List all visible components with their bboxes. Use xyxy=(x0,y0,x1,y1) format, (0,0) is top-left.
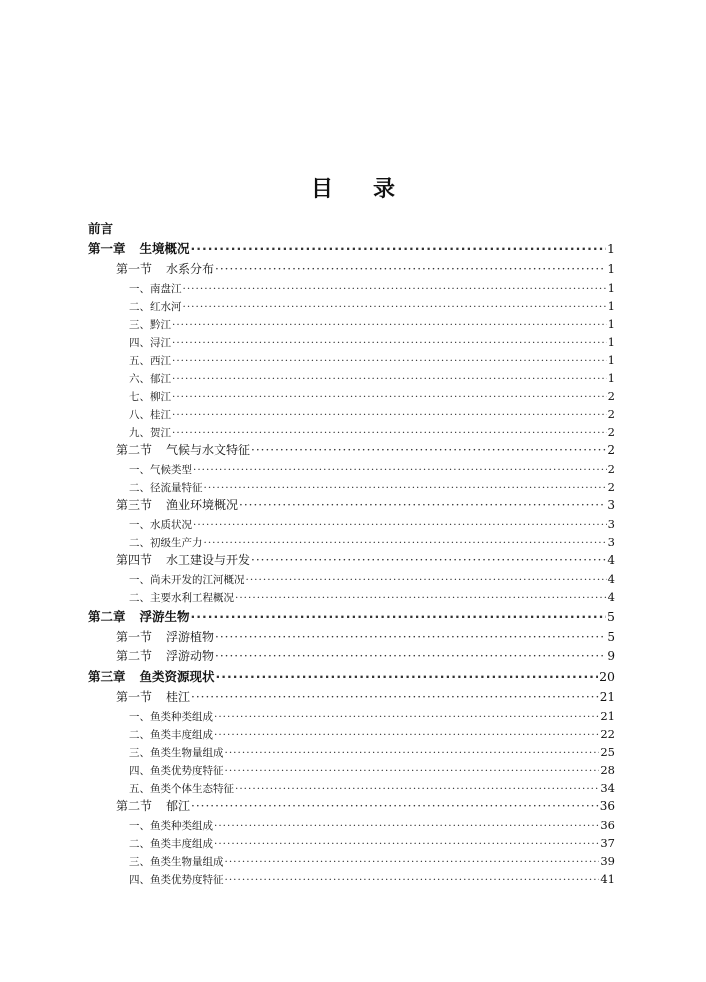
toc-subsection-title: 三、鱼类生物量组成 xyxy=(129,747,224,759)
dot-leader xyxy=(215,647,606,666)
toc-section-title: 浮游动物 xyxy=(166,649,215,663)
dot-leader xyxy=(235,589,607,607)
toc-subsection-title: 二、红水河 xyxy=(129,301,182,313)
toc-section-page-number: 9 xyxy=(607,649,615,663)
toc-subsection-page-number: 41 xyxy=(600,872,615,886)
toc-subsection[interactable] xyxy=(88,779,615,797)
title-char-1: 目 xyxy=(310,177,333,202)
toc-subsection-label xyxy=(129,334,171,352)
toc-subsection-page-number: 39 xyxy=(600,854,615,868)
toc-subsection-title: 四、浔江 xyxy=(129,337,171,349)
toc-section-label xyxy=(116,647,214,666)
dot-leader xyxy=(235,780,599,798)
dot-leader xyxy=(172,388,607,406)
dot-leader xyxy=(193,461,607,479)
dot-leader xyxy=(225,871,600,889)
toc-subsection-page-number: 1 xyxy=(607,335,615,349)
dot-leader xyxy=(239,496,606,515)
page-title xyxy=(0,172,706,203)
toc-subsection-title: 四、鱼类优势度特征 xyxy=(129,765,224,777)
title-char-2: 录 xyxy=(373,177,396,202)
toc-subsection[interactable] xyxy=(88,478,615,496)
toc-subsection-page-number: 4 xyxy=(607,590,615,604)
toc-subsection-page-number: 1 xyxy=(607,299,615,313)
dot-leader xyxy=(204,479,607,497)
toc-subsection-label xyxy=(129,298,182,316)
dot-leader xyxy=(225,744,600,762)
toc-section[interactable] xyxy=(88,688,615,707)
toc-subsection-page-number: 34 xyxy=(600,781,615,795)
toc-section-number: 第一节 xyxy=(116,690,153,704)
toc-subsection-label xyxy=(129,406,171,424)
toc-section[interactable] xyxy=(88,628,615,647)
toc-subsection[interactable] xyxy=(88,279,615,297)
toc-section-label xyxy=(116,496,238,515)
toc-subsection-label xyxy=(129,370,171,388)
toc-subsection[interactable] xyxy=(88,816,615,834)
toc-chapter[interactable] xyxy=(88,238,615,260)
toc-subsection-label xyxy=(129,871,224,889)
dot-leader xyxy=(204,534,607,552)
toc-subsection-label xyxy=(129,589,234,607)
dot-leader xyxy=(193,516,607,534)
toc-section[interactable] xyxy=(88,797,615,816)
toc-subsection[interactable] xyxy=(88,588,615,606)
dot-leader xyxy=(172,352,607,370)
toc-section[interactable] xyxy=(88,551,615,570)
toc-subsection-page-number: 2 xyxy=(607,407,615,421)
toc-subsection-label xyxy=(129,516,192,534)
toc-subsection-title: 三、黔江 xyxy=(129,319,171,331)
toc-section-title: 渔业环境概况 xyxy=(166,498,239,512)
toc-subsection-label xyxy=(129,388,171,406)
toc-subsection-page-number: 2 xyxy=(607,462,615,476)
toc-subsection[interactable] xyxy=(88,333,615,351)
dot-leader xyxy=(216,666,599,688)
toc-subsection[interactable] xyxy=(88,707,615,725)
toc-subsection[interactable] xyxy=(88,870,615,888)
dot-leader xyxy=(191,238,607,260)
toc-section-label xyxy=(116,260,214,279)
toc-chapter-title: 浮游生物 xyxy=(139,609,190,624)
table-of-contents xyxy=(88,220,615,888)
toc-subsection-label xyxy=(129,571,245,589)
toc-subsection-page-number: 3 xyxy=(607,517,615,531)
toc-subsection-title: 五、西江 xyxy=(129,355,171,367)
toc-subsection-title: 一、南盘江 xyxy=(129,283,182,295)
toc-subsection-title: 一、水质状况 xyxy=(129,519,192,531)
toc-subsection[interactable] xyxy=(88,423,615,441)
toc-chapter-title: 生境概况 xyxy=(139,241,190,256)
toc-subsection-title: 二、鱼类丰度组成 xyxy=(129,838,213,850)
dot-leader xyxy=(214,726,599,744)
toc-subsection-label xyxy=(129,534,203,552)
toc-subsection[interactable] xyxy=(88,570,615,588)
toc-section-page-number: 36 xyxy=(599,799,615,813)
dot-leader xyxy=(215,628,606,647)
toc-section-label xyxy=(116,797,190,816)
toc-subsection-label xyxy=(129,726,213,744)
toc-section-label xyxy=(116,551,250,570)
toc-subsection-label xyxy=(129,280,182,298)
dot-leader xyxy=(214,817,599,835)
toc-subsection-page-number: 2 xyxy=(607,425,615,439)
dot-leader xyxy=(225,762,600,780)
toc-subsection[interactable] xyxy=(88,761,615,779)
toc-subsection-title: 二、初级生产力 xyxy=(129,537,203,549)
toc-subsection-page-number: 2 xyxy=(607,480,615,494)
toc-chapter-page-number: 20 xyxy=(599,669,615,684)
toc-subsection[interactable] xyxy=(88,315,615,333)
toc-subsection-title: 一、尚未开发的江河概况 xyxy=(129,574,245,586)
dot-leader xyxy=(172,406,607,424)
toc-chapter-page-number: 5 xyxy=(607,609,615,624)
toc-front-matter[interactable] xyxy=(88,220,615,238)
toc-subsection-page-number: 21 xyxy=(600,709,615,723)
toc-section-page-number: 21 xyxy=(599,690,615,704)
toc-section-page-number: 2 xyxy=(607,443,615,457)
toc-subsection[interactable] xyxy=(88,725,615,743)
toc-subsection-label xyxy=(129,352,171,370)
dot-leader xyxy=(246,571,607,589)
toc-section-number: 第二节 xyxy=(116,443,153,457)
toc-section-page-number: 3 xyxy=(607,498,615,512)
toc-subsection-title: 九、贺江 xyxy=(129,427,171,439)
dot-leader xyxy=(172,370,607,388)
toc-section-title: 水工建设与开发 xyxy=(166,553,251,567)
toc-section-number: 第三节 xyxy=(116,498,153,512)
toc-section-number: 第二节 xyxy=(116,799,153,813)
toc-subsection-title: 七、柳江 xyxy=(129,391,171,403)
toc-subsection-title: 五、鱼类个体生态特征 xyxy=(129,783,234,795)
dot-leader xyxy=(172,316,607,334)
toc-chapter[interactable] xyxy=(88,606,615,628)
toc-subsection-title: 二、径流量特征 xyxy=(129,482,203,494)
toc-subsection[interactable] xyxy=(88,405,615,423)
toc-subsection-title: 二、主要水利工程概况 xyxy=(129,592,234,604)
toc-subsection[interactable] xyxy=(88,533,615,551)
toc-subsection-page-number: 3 xyxy=(607,535,615,549)
toc-subsection[interactable] xyxy=(88,297,615,315)
toc-chapter-page-number: 1 xyxy=(607,241,615,256)
toc-subsection-label xyxy=(129,853,224,871)
dot-leader xyxy=(183,280,607,298)
toc-subsection-page-number: 4 xyxy=(607,572,615,586)
toc-subsection-page-number: 37 xyxy=(600,836,615,850)
toc-chapter-label xyxy=(88,666,215,688)
toc-subsection-page-number: 1 xyxy=(607,317,615,331)
toc-subsection-label xyxy=(129,744,224,762)
toc-subsection-page-number: 2 xyxy=(607,389,615,403)
toc-subsection-label xyxy=(129,817,213,835)
toc-subsection-page-number: 28 xyxy=(600,763,615,777)
toc-section-label xyxy=(116,441,250,460)
toc-subsection[interactable] xyxy=(88,387,615,405)
toc-section-label xyxy=(116,688,190,707)
toc-subsection-title: 八、桂江 xyxy=(129,409,171,421)
dot-leader xyxy=(225,853,600,871)
toc-section-number: 第二节 xyxy=(116,649,153,663)
toc-subsection-label xyxy=(129,762,224,780)
dot-leader xyxy=(183,298,607,316)
toc-subsection[interactable] xyxy=(88,515,615,533)
toc-section[interactable] xyxy=(88,260,615,279)
toc-subsection[interactable] xyxy=(88,743,615,761)
toc-subsection-page-number: 36 xyxy=(600,818,615,832)
toc-subsection-title: 一、鱼类种类组成 xyxy=(129,820,213,832)
toc-subsection[interactable] xyxy=(88,834,615,852)
toc-section-title: 气候与水文特征 xyxy=(166,443,251,457)
toc-subsection-page-number: 25 xyxy=(600,745,615,759)
toc-section-page-number: 4 xyxy=(607,553,615,567)
toc-subsection-title: 一、鱼类种类组成 xyxy=(129,711,213,723)
dot-leader xyxy=(214,835,599,853)
toc-section-label xyxy=(116,628,214,647)
toc-subsection[interactable] xyxy=(88,852,615,870)
toc-subsection-label xyxy=(129,461,192,479)
toc-chapter[interactable] xyxy=(88,666,615,688)
toc-section-title: 水系分布 xyxy=(166,262,215,276)
toc-chapter-label xyxy=(88,238,190,260)
dot-leader xyxy=(172,334,607,352)
toc-subsection[interactable] xyxy=(88,351,615,369)
toc-section[interactable] xyxy=(88,647,615,666)
toc-section-title: 郁江 xyxy=(166,799,191,813)
toc-subsection-title: 四、鱼类优势度特征 xyxy=(129,874,224,886)
toc-subsection-title: 一、气候类型 xyxy=(129,464,192,476)
toc-subsection[interactable] xyxy=(88,369,615,387)
toc-front-matter-label: 前言 xyxy=(88,221,114,236)
dot-leader xyxy=(251,551,606,570)
toc-section-title: 浮游植物 xyxy=(166,630,215,644)
toc-chapter-title: 鱼类资源现状 xyxy=(139,669,215,684)
toc-chapter-number: 第二章 xyxy=(88,609,126,624)
toc-subsection-label xyxy=(129,708,213,726)
toc-subsection-label xyxy=(129,316,171,334)
toc-chapter-number: 第一章 xyxy=(88,241,126,256)
toc-subsection-page-number: 1 xyxy=(607,353,615,367)
dot-leader xyxy=(251,441,606,460)
toc-subsection-page-number: 22 xyxy=(600,727,615,741)
toc-subsection-label xyxy=(129,780,234,798)
dot-leader xyxy=(172,424,607,442)
toc-section[interactable] xyxy=(88,441,615,460)
toc-section-page-number: 1 xyxy=(607,262,615,276)
toc-section-number: 第一节 xyxy=(116,262,153,276)
toc-section-number: 第四节 xyxy=(116,553,153,567)
toc-chapter-number: 第三章 xyxy=(88,669,126,684)
toc-section[interactable] xyxy=(88,496,615,515)
dot-leader xyxy=(191,688,599,707)
toc-subsection-label xyxy=(129,835,213,853)
toc-subsection-page-number: 1 xyxy=(607,281,615,295)
toc-chapter-label xyxy=(88,606,190,628)
toc-subsection-title: 二、鱼类丰度组成 xyxy=(129,729,213,741)
toc-subsection[interactable] xyxy=(88,460,615,478)
toc-section-page-number: 5 xyxy=(607,630,615,644)
dot-leader xyxy=(214,708,599,726)
dot-leader xyxy=(191,606,607,628)
toc-section-title: 桂江 xyxy=(166,690,191,704)
toc-section-number: 第一节 xyxy=(116,630,153,644)
dot-leader xyxy=(191,797,599,816)
toc-subsection-label xyxy=(129,479,203,497)
toc-subsection-label xyxy=(129,424,171,442)
dot-leader xyxy=(215,260,606,279)
toc-subsection-title: 三、鱼类生物量组成 xyxy=(129,856,224,868)
toc-subsection-title: 六、郁江 xyxy=(129,373,171,385)
toc-subsection-page-number: 1 xyxy=(607,371,615,385)
